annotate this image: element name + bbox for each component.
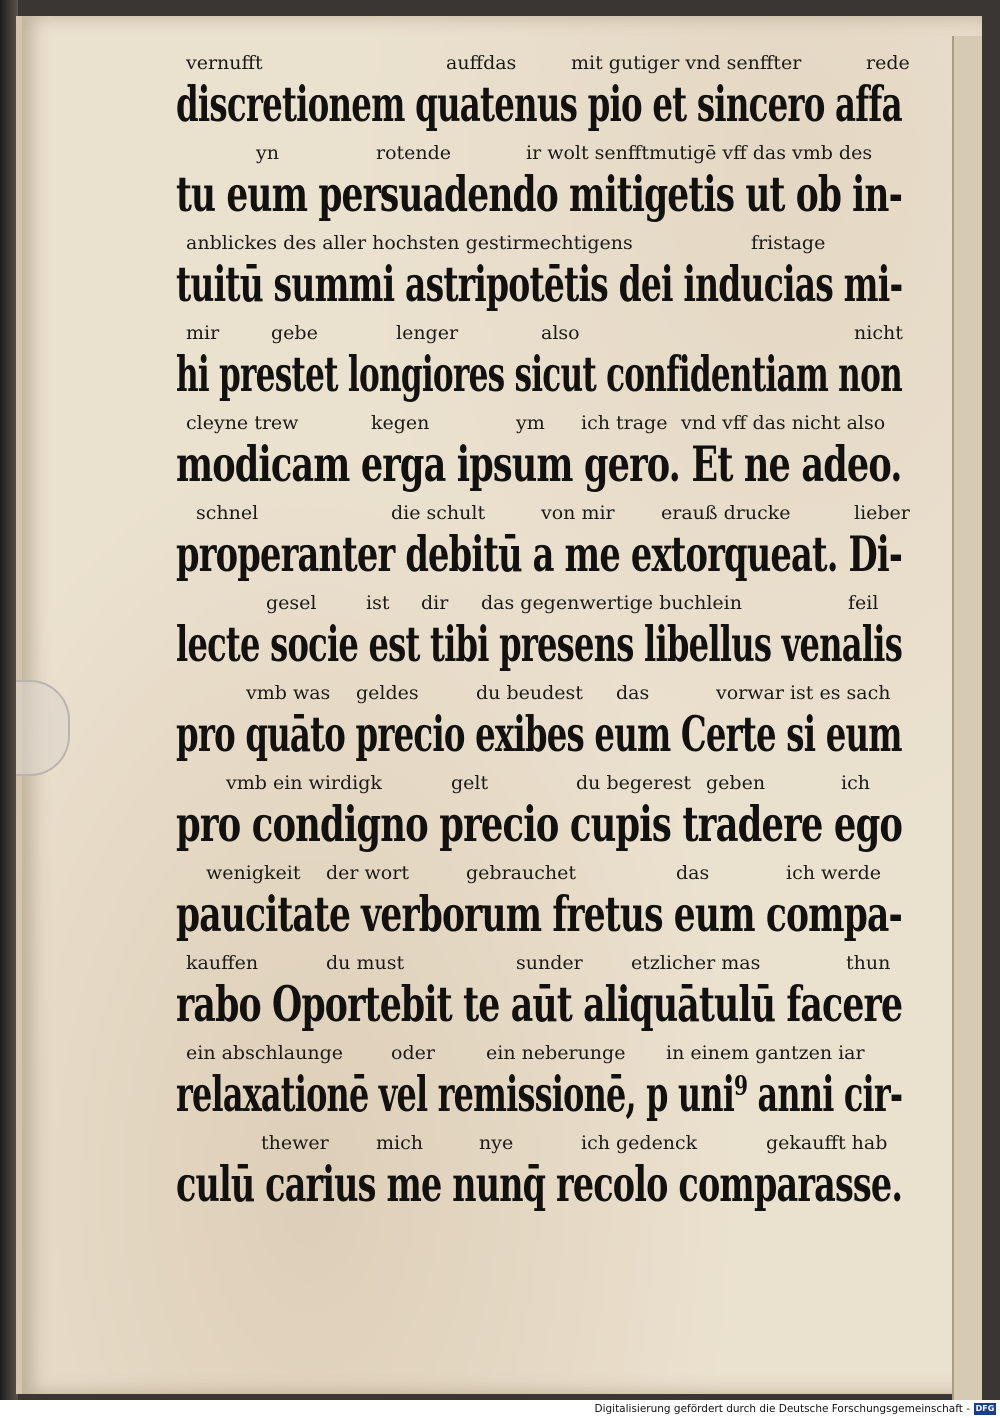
- german-gloss-line: [176, 1042, 906, 1068]
- gloss-word: die schult: [391, 502, 486, 524]
- gloss-word: erauß drucke: [661, 502, 791, 524]
- gloss-word: von mir: [541, 502, 615, 524]
- text-line: [176, 232, 906, 322]
- gloss-word: gebrauchet: [466, 862, 576, 884]
- gloss-word: lenger: [396, 322, 459, 344]
- latin-text-line: lecte socie est tibi presens libellus venalis: [176, 616, 903, 673]
- latin-text-line: pro quāto precio exibes eum Certe si eum: [176, 706, 902, 763]
- latin-text-line: properanter debitū a me extorqueat. Di-: [176, 526, 903, 583]
- latin-text-line: paucitate verborum fretus eum compa-: [176, 886, 902, 943]
- gloss-word: ir wolt senfftmutigē vff das vmb des: [526, 142, 873, 164]
- gloss-word: nicht: [854, 322, 903, 344]
- gloss-word: rede: [866, 52, 910, 74]
- text-line: [176, 502, 910, 592]
- latin-text-line: relaxationē vel remissionē, p uni⁹ anni cir-: [176, 1066, 903, 1123]
- gloss-word: ym: [516, 412, 545, 434]
- german-gloss-line: [176, 322, 906, 348]
- next-page-edge: [952, 36, 982, 1408]
- gloss-word: vnd vff das nicht also: [681, 412, 886, 434]
- gloss-word: feil: [848, 592, 879, 614]
- gloss-word: vmb ein wirdigk: [226, 772, 382, 794]
- latin-text-line: rabo Oportebit te aūt aliquātulū facere: [176, 976, 903, 1033]
- gloss-word: wenigkeit: [206, 862, 301, 884]
- german-gloss-line: [176, 862, 906, 888]
- gloss-word: das gegenwertige buchlein: [481, 592, 742, 614]
- text-line: [176, 412, 906, 502]
- gloss-word: etzlicher mas: [631, 952, 761, 974]
- gloss-word: gesel: [266, 592, 317, 614]
- gloss-word: ein neberunge: [486, 1042, 626, 1064]
- gloss-word: ich trage: [581, 412, 668, 434]
- latin-text-line: modicam erga ipsum gero. Et ne adeo.: [176, 436, 902, 493]
- footer-credit: Digitalisierung gefördert durch die Deutsche Forschungsgemeinschaft -: [594, 1403, 970, 1415]
- dfg-logo-icon: DFG: [975, 1404, 995, 1413]
- gloss-word: ich: [841, 772, 870, 794]
- gloss-word: sunder: [516, 952, 583, 974]
- text-line: [176, 142, 906, 232]
- gloss-word: das: [676, 862, 710, 884]
- german-gloss-line: [176, 682, 906, 708]
- gloss-word: thun: [846, 952, 891, 974]
- gloss-word: ein abschlaunge: [186, 1042, 344, 1064]
- gloss-word: fristage: [751, 232, 826, 254]
- gloss-word: mich: [376, 1132, 423, 1154]
- german-gloss-line: [176, 232, 906, 258]
- digitization-footer: [0, 1400, 1000, 1418]
- gloss-word: das: [616, 682, 650, 704]
- text-line: [176, 1042, 906, 1132]
- latin-text-line: hi prestet longiores sicut confidentiam non: [176, 346, 902, 403]
- text-line: [176, 322, 906, 412]
- latin-text-line: culū carius me nunq̄ recolo comparasse.: [176, 1156, 903, 1213]
- gloss-word: also: [541, 322, 580, 344]
- interlinear-text-block: [176, 52, 910, 1222]
- gloss-word: vmb was: [246, 682, 331, 704]
- gloss-word: vorwar ist es sach: [716, 682, 891, 704]
- gloss-word: ich gedenck: [581, 1132, 698, 1154]
- german-gloss-line: [176, 1132, 906, 1158]
- text-line: [176, 592, 906, 682]
- latin-text-line: tuitū summi astripotētis dei inducias mi-: [176, 256, 903, 313]
- gloss-word: anblickes des aller hochsten gestirmechtigens: [186, 232, 633, 254]
- gloss-word: du begerest: [576, 772, 691, 794]
- gloss-word: ist: [366, 592, 390, 614]
- text-line: [176, 682, 906, 772]
- latin-text-line: discretionem quatenus pio et sincero affa: [176, 76, 902, 133]
- gloss-word: du must: [326, 952, 405, 974]
- gloss-word: dir: [421, 592, 449, 614]
- gloss-word: lieber: [854, 502, 910, 524]
- gloss-word: nye: [479, 1132, 514, 1154]
- german-gloss-line: [176, 952, 906, 978]
- gloss-word: vernufft: [186, 52, 263, 74]
- latin-text-line: pro condigno precio cupis tradere ego: [176, 796, 903, 853]
- gloss-word: geldes: [356, 682, 419, 704]
- german-gloss-line: [176, 592, 906, 618]
- gloss-word: kegen: [371, 412, 430, 434]
- gloss-word: geben: [706, 772, 766, 794]
- text-line: [176, 952, 906, 1042]
- gloss-word: gelt: [451, 772, 489, 794]
- gloss-word: schnel: [196, 502, 259, 524]
- gloss-word: gebe: [271, 322, 318, 344]
- text-line: [176, 1132, 906, 1222]
- gloss-word: ich werde: [786, 862, 881, 884]
- text-line: [176, 862, 906, 952]
- gloss-word: yn: [256, 142, 279, 164]
- gloss-word: oder: [391, 1042, 435, 1064]
- gloss-word: thewer: [261, 1132, 329, 1154]
- text-line: [176, 772, 906, 862]
- gloss-word: du beudest: [476, 682, 583, 704]
- gloss-word: mit gutiger vnd senffter: [571, 52, 802, 74]
- gloss-word: cleyne trew: [186, 412, 299, 434]
- gloss-word: mir: [186, 322, 220, 344]
- gloss-word: rotende: [376, 142, 452, 164]
- gloss-word: in einem gantzen iar: [666, 1042, 865, 1064]
- text-line: [176, 52, 910, 142]
- latin-text-line: tu eum persuadendo mitigetis ut ob in-: [176, 166, 903, 223]
- german-gloss-line: [176, 502, 910, 528]
- german-gloss-line: [176, 412, 906, 438]
- german-gloss-line: [176, 52, 910, 78]
- gloss-word: kauffen: [186, 952, 259, 974]
- gloss-word: der wort: [326, 862, 409, 884]
- german-gloss-line: [176, 772, 906, 798]
- gloss-word: gekaufft hab: [766, 1132, 888, 1154]
- german-gloss-line: [176, 142, 906, 168]
- gloss-word: auffdas: [446, 52, 517, 74]
